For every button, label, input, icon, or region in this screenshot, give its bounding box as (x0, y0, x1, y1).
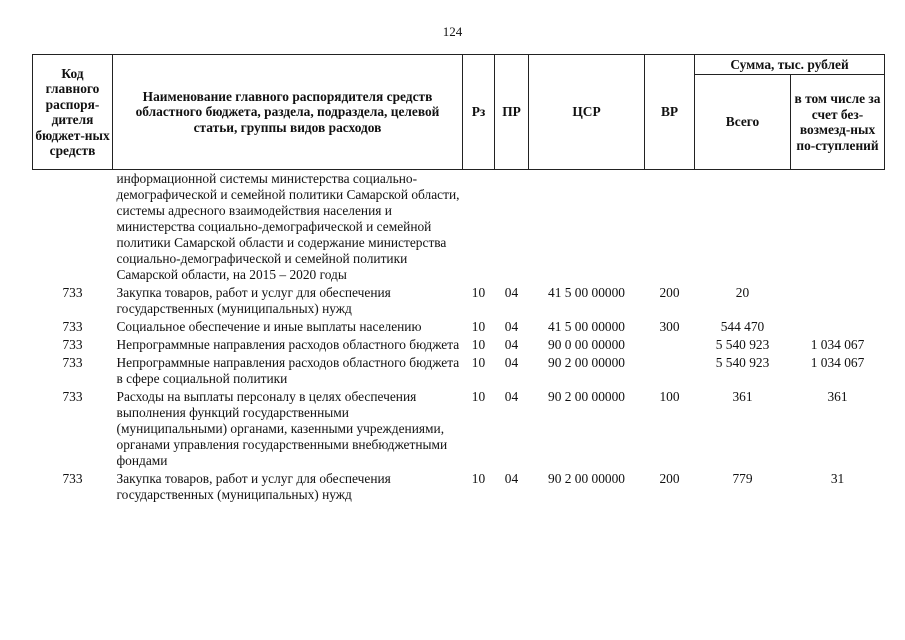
header-rz: Рз (463, 55, 495, 170)
cell-csr: 41 5 00 00000 (548, 285, 625, 300)
cell-pr: 04 (504, 337, 519, 352)
table-row (33, 283, 885, 317)
cell-gratis (791, 317, 885, 335)
table-row (33, 353, 885, 387)
table-body (33, 170, 885, 504)
cell-vr (645, 335, 695, 353)
cell-name: Социальное обеспечение и иные выплаты населению (116, 319, 422, 334)
cell-rz: 10 (471, 389, 486, 404)
cell-vr (645, 353, 695, 387)
header-code: Код главного распоря-дителя бюджет-ных средств (33, 55, 113, 170)
cell-name: Закупка товаров, работ и услуг для обеспечения государственных (муниципальных) нужд (116, 285, 391, 316)
budget-table (32, 54, 885, 503)
cell-total: 361 (732, 389, 753, 404)
cell-code: 733 (62, 471, 83, 486)
cell-vr: 300 (659, 319, 680, 334)
table-row (33, 469, 885, 503)
cell-rz: 10 (471, 285, 486, 300)
cell-pr: 04 (504, 319, 519, 334)
cell-code: 733 (62, 337, 83, 352)
cell-rz: 10 (471, 355, 486, 370)
cell-pr: 04 (504, 285, 519, 300)
cell-code: 733 (62, 389, 83, 404)
cell-total: 779 (732, 471, 753, 486)
continuation-row (33, 170, 885, 284)
table-row (33, 335, 885, 353)
cell-name: Закупка товаров, работ и услуг для обеспечения государственных (муниципальных) нужд (116, 471, 391, 502)
cell-name: Расходы на выплаты персоналу в целях обеспечения выполнения функций государственными (муниципальными) органами, казенными учреждениями, органами управления государственными внебюджетными фондами (116, 389, 448, 468)
cell-name: Непрограммные направления расходов областного бюджета в сфере социальной политики (116, 355, 460, 386)
cell-csr: 41 5 00 00000 (548, 319, 625, 334)
table-row (33, 317, 885, 335)
cell-total: 544 470 (720, 319, 765, 334)
cell-code: 733 (62, 285, 83, 300)
cell-code: 733 (62, 319, 83, 334)
header-gratis: в том числе за счет без-возмезд-ных по-ступлений (791, 75, 885, 170)
cell-total: 5 540 923 (715, 337, 770, 352)
header-sum-group: Сумма, тыс. рублей (695, 55, 885, 75)
cell-code: 733 (62, 355, 83, 370)
header-row-top (33, 55, 885, 75)
cell-pr: 04 (504, 471, 519, 486)
cell-gratis: 31 (830, 471, 845, 486)
cell-gratis: 1 034 067 (810, 337, 865, 352)
cell-rz: 10 (471, 471, 486, 486)
cell-csr: 90 2 00 00000 (548, 471, 625, 486)
table-row (33, 387, 885, 469)
cell-gratis (791, 283, 885, 317)
cell-total: 20 (735, 285, 750, 300)
cell-vr: 100 (659, 389, 680, 404)
cell-rz: 10 (471, 337, 486, 352)
cell-gratis: 1 034 067 (810, 355, 865, 370)
header-vr: ВР (645, 55, 695, 170)
cell-rz: 10 (471, 319, 486, 334)
continuation-text: информационной системы министерства социально-демографической и семейной политики Самарской области, системы адресного взаимодействия населения и министерства социально-демографической и семейной политики Самарской области и содержание министерства социально-демографической и семейной политики Самарской области, на 2015 – 2020 годы (116, 171, 460, 282)
cell-csr: 90 0 00 00000 (548, 337, 625, 352)
header-name: Наименование главного распорядителя средств областного бюджета, раздела, подраздела, целевой статьи, группы видов расходов (113, 55, 463, 170)
cell-name: Непрограммные направления расходов областного бюджета (116, 337, 460, 352)
cell-total: 5 540 923 (715, 355, 770, 370)
header-csr: ЦСР (529, 55, 645, 170)
cell-csr: 90 2 00 00000 (548, 355, 625, 370)
cell-vr: 200 (659, 471, 680, 486)
header-pr: ПР (495, 55, 529, 170)
cell-pr: 04 (504, 355, 519, 370)
header-total: Всего (695, 75, 791, 170)
cell-gratis: 361 (827, 389, 848, 404)
cell-pr: 04 (504, 389, 519, 404)
page-number: 124 (442, 24, 463, 39)
cell-csr: 90 2 00 00000 (548, 389, 625, 404)
cell-vr: 200 (659, 285, 680, 300)
